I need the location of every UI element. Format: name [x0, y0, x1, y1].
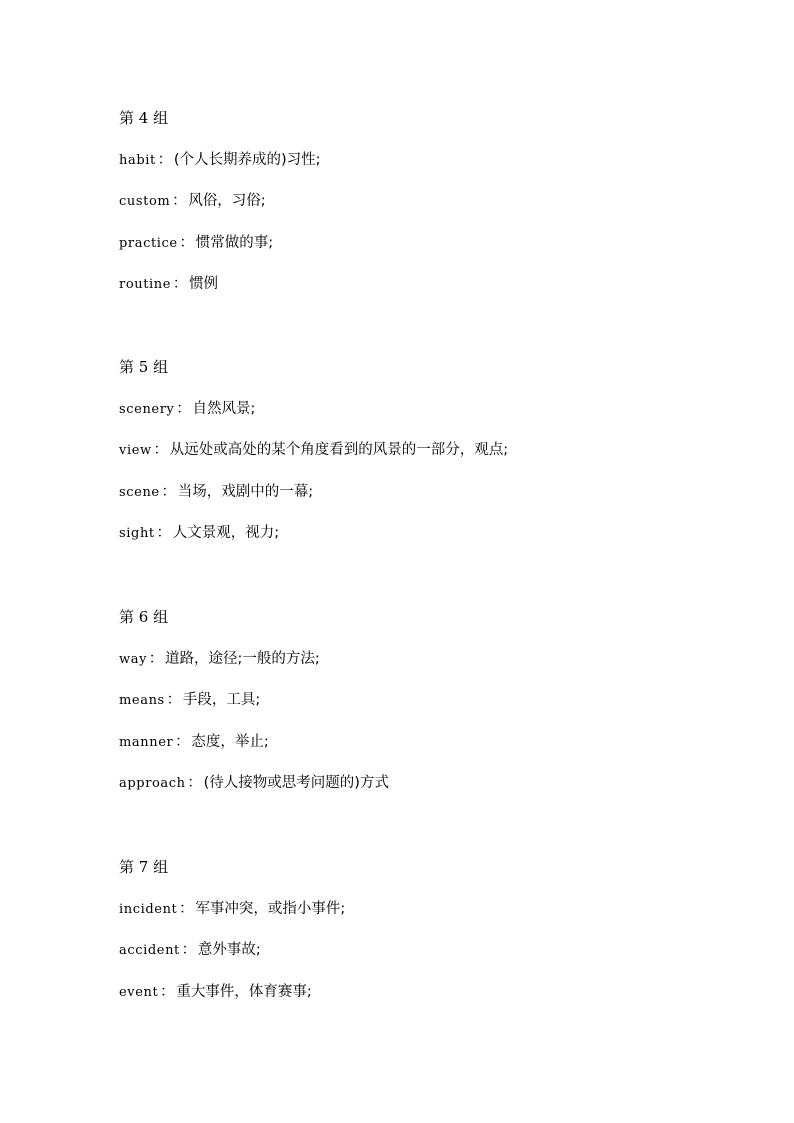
entry-term: practice [119, 235, 178, 251]
entry-definition: 态度，举止; [191, 733, 269, 750]
vocab-entry-sight [119, 523, 739, 543]
entry-definition: 当场，戏剧中的一幕; [177, 483, 314, 500]
group-title: 第 6 组 [119, 608, 169, 626]
entry-separator: ： [157, 151, 173, 168]
entry-definition: 手段，工具; [182, 692, 261, 708]
entry-separator: ： [175, 733, 190, 750]
entry-separator: ： [181, 942, 197, 958]
entry-term: habit [119, 152, 156, 168]
entry-separator: ： [166, 692, 182, 708]
group-title: 第 5 组 [119, 358, 169, 376]
entry-definition: 重大事件，体育赛事; [176, 983, 312, 1000]
entry-separator: ： [148, 650, 164, 667]
word-group-5 [119, 357, 739, 565]
entry-separator: ： [187, 775, 202, 791]
entry-term: event [119, 984, 159, 1000]
vocab-entry-means [119, 690, 739, 710]
entry-separator: ： [153, 442, 168, 458]
entry-term: custom [119, 194, 171, 209]
entry-term: view [119, 443, 152, 458]
vocab-entry-incident [119, 899, 739, 919]
entry-separator: ： [160, 983, 175, 1000]
entry-definition: 风俗，习俗; [188, 193, 266, 209]
group-title: 第 7 组 [119, 858, 169, 876]
entry-definition: (个人长期养成的)习性; [173, 151, 321, 168]
vocab-entry-manner [119, 732, 739, 752]
entry-definition: 惯例 [189, 276, 219, 292]
entry-term: routine [119, 277, 172, 292]
vocab-entry-practice [119, 233, 739, 253]
entry-term: means [119, 693, 165, 708]
vocab-entry-custom [119, 191, 739, 211]
vocab-entry-view [119, 440, 739, 460]
entry-term: sight [119, 526, 155, 541]
entry-definition: 惯常做的事; [195, 234, 274, 251]
vocab-entry-routine [119, 274, 739, 294]
entry-definition: 人文景观，视力; [172, 525, 280, 541]
entry-separator: ： [172, 276, 188, 292]
entry-definition: 自然风景; [192, 400, 256, 417]
word-group-6 [119, 607, 739, 815]
vocab-entry-scene [119, 482, 739, 502]
word-group-4 [119, 108, 739, 316]
entry-term: way [119, 651, 148, 667]
entry-definition: 军事冲突，或指小事件; [195, 900, 346, 917]
entry-term: scene [119, 484, 160, 500]
entry-separator: ： [156, 525, 171, 541]
vocab-entry-event [119, 982, 739, 1002]
entry-term: approach [119, 776, 186, 791]
entry-term: accident [119, 943, 180, 958]
entry-term: scenery [119, 401, 175, 417]
entry-definition: 从远处或高处的某个角度看到的风景的一部分，观点; [169, 442, 509, 458]
entry-definition: (待人接物或思考问题的)方式 [203, 775, 389, 791]
entry-separator: ： [176, 400, 191, 417]
vocab-entry-approach [119, 773, 739, 793]
entry-separator: ： [179, 900, 194, 917]
entry-definition: 道路，途径;一般的方法; [165, 650, 320, 667]
vocab-entry-accident [119, 940, 739, 960]
entry-term: manner [119, 734, 174, 750]
entry-separator: ： [179, 234, 194, 251]
vocab-entry-scenery [119, 399, 739, 419]
entry-separator: ： [161, 483, 176, 500]
vocab-entry-habit [119, 150, 739, 170]
group-title: 第 4 组 [119, 109, 169, 127]
entry-definition: 意外事故; [197, 942, 261, 958]
word-group-7 [119, 857, 739, 1023]
vocab-entry-way [119, 649, 739, 669]
entry-term: incident [119, 901, 178, 917]
entry-separator: ： [172, 193, 187, 209]
